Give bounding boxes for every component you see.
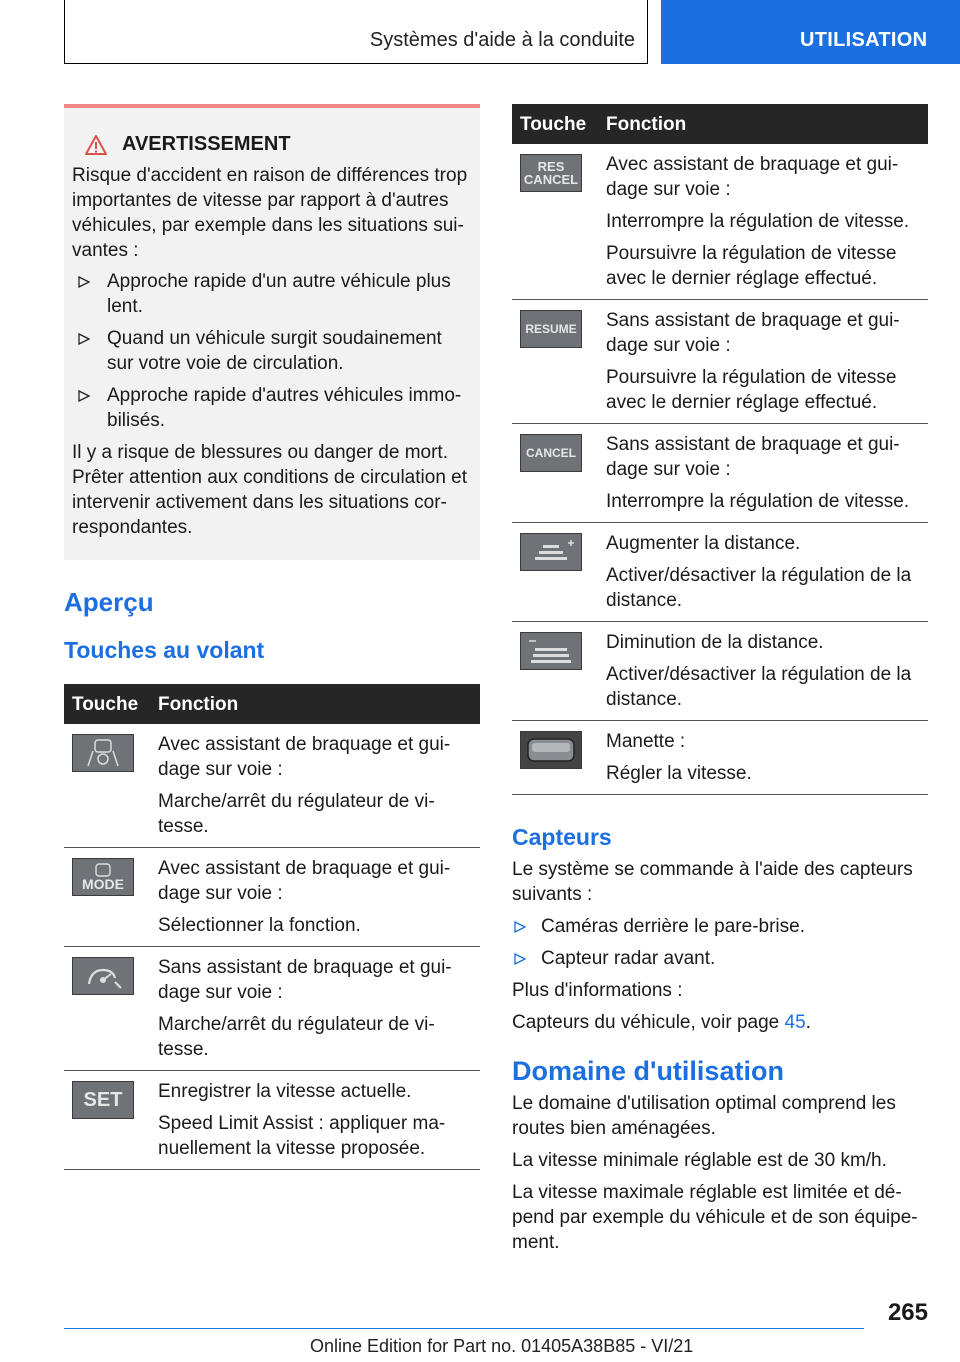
table-row: CANCEL Sans assistant de braquage et gui-dage sur voie : Interrompre la régulation de vitesse. [512,424,928,523]
driving-assistant-icon [72,734,134,772]
page-reference-link[interactable]: 45 [784,1012,806,1033]
sensors-reference: Capteurs du véhicule, voir page 45. [512,1012,811,1033]
list-item: Approche rapide d'un autre véhicule plus lent. [72,269,472,319]
section-title-sensors: Capteurs [512,824,612,850]
list-item: Approche rapide d'autres véhicules immo-bilisés. [72,383,472,433]
header-chapter: Systèmes d'aide à la conduite [369,29,635,51]
warning-list [72,269,472,433]
sensors-more-info: Plus d'informations : [512,980,683,1001]
warning-intro: Risque d'accident en raison de différences trop importantes de vitesse par rapport à d'autres véhicules, par exemple dans les situations sui-vantes : [72,165,468,261]
table-row: RES CANCEL Avec assistant de braquage et gui-dage sur voie : Interrompre la régulation de vitesse. Poursuivre la régulation de vitesse avec le dernier réglage effectué. [512,144,928,300]
mode-button-icon: MODE [72,858,134,896]
warning-triangle-icon [84,134,108,156]
section-title-domain: Domaine d'utilisation [512,1056,784,1086]
footer-edition: Online Edition for Part no. 01405A38B85 - VI/21 [310,1336,694,1356]
res-cancel-button-icon: RES CANCEL [520,154,582,192]
bullet-triangle-icon [78,276,90,288]
bullet-triangle-icon [514,953,526,965]
cancel-button-icon: CANCEL [520,434,582,472]
list-item: Capteur radar avant. [512,946,928,971]
warning-box [64,104,480,560]
domain-paragraph-1: Le domaine d'utilisation optimal comprend les routes bien aménagées. [512,1093,896,1139]
column-header-function: Fonction [598,104,928,144]
list-item: Caméras derrière le pare-brise. [512,914,928,939]
bullet-triangle-icon [78,333,90,345]
bullet-triangle-icon [78,390,90,402]
domain-paragraph-3: La vitesse maximale réglable est limitée et dé-pend par exemple du véhicule et de son équipe-ment. [512,1182,918,1253]
right-column [512,104,928,1262]
subsection-title-wheel-buttons: Touches au volant [64,637,265,663]
column-header-key: Touche [64,684,150,724]
wheel-buttons-table-continued [512,104,928,795]
table-row: SET Enregistrer la vitesse actuelle. Speed Limit Assist : appliquer ma-nuellement la vitesse proposée. [64,1071,480,1170]
footer-divider [64,1328,864,1329]
column-header-key: Touche [512,104,598,144]
table-row: RESUME Sans assistant de braquage et gui-dage sur voie : Poursuivre la régulation de vitesse avec le dernier réglage effectué. [512,300,928,424]
page-number: 265 [887,1299,928,1326]
sensors-list [512,914,928,971]
header-section-tab [661,0,960,64]
wheel-buttons-table [64,684,480,1170]
column-header-function: Fonction [150,684,480,724]
section-title-overview: Aperçu [64,587,154,617]
header-section: UTILISATION [800,29,928,51]
table-row: Manette : Régler la vitesse. [512,721,928,795]
set-button-icon: SET [72,1081,134,1119]
resume-button-icon: RESUME [520,310,582,348]
rocker-switch-icon [520,731,582,769]
list-item: Quand un véhicule surgit soudainement sur votre voie de circulation. [72,326,472,376]
warning-title: AVERTISSEMENT [84,132,472,157]
table-row: MODE Avec assistant de braquage et gui-dage sur voie : Sélectionner la fonction. [64,848,480,947]
cruise-control-icon [72,957,134,995]
table-row: Sans assistant de braquage et gui-dage sur voie : Marche/arrêt du régulateur de vi-tesse. [64,947,480,1071]
warning-outro: Il y a risque de blessures ou danger de mort. Prêter attention aux conditions de circulation et intervenir activement dans les situations cor-respondantes. [72,442,468,538]
table-row: Avec assistant de braquage et gui-dage sur voie : Marche/arrêt du régulateur de vi-tesse. [64,724,480,848]
distance-increase-icon [520,533,582,571]
sensors-intro: Le système se commande à l'aide des capteurs suivants : [512,859,913,905]
table-row: Augmenter la distance. Activer/désactiver la régulation de la distance. [512,523,928,622]
distance-decrease-icon [520,632,582,670]
table-row: Diminution de la distance. Activer/désactiver la régulation de la distance. [512,622,928,721]
domain-paragraph-2: La vitesse minimale réglable est de 30 km/h. [512,1150,887,1171]
bullet-triangle-icon [514,921,526,933]
header-chapter-box [64,0,648,64]
left-column [64,104,480,1170]
